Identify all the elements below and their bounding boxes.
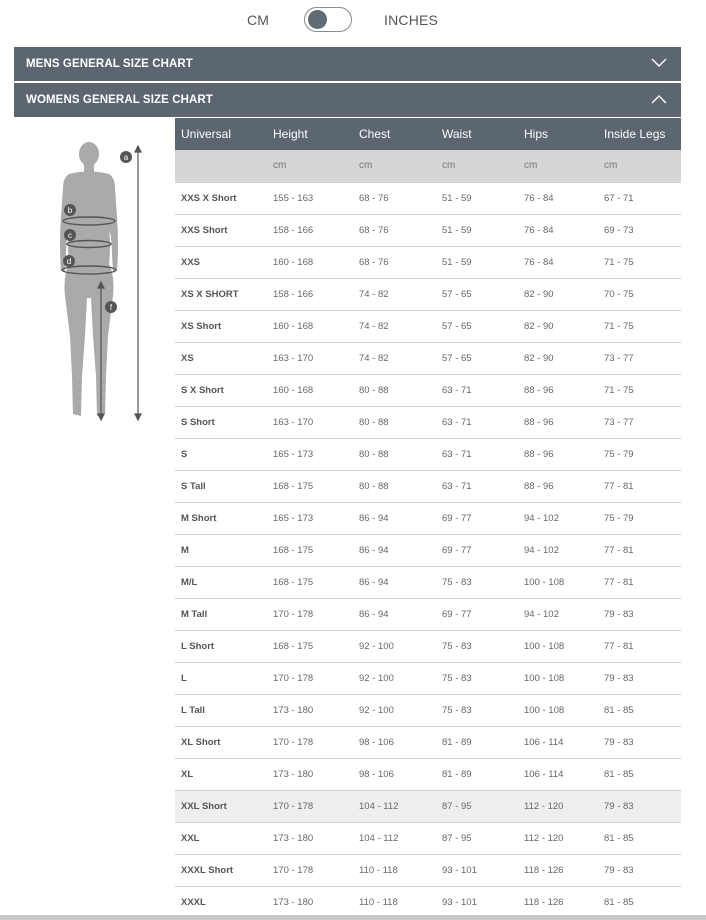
- measurement-cell: 106 - 114: [518, 726, 598, 758]
- measurement-cell: 71 - 75: [598, 310, 681, 342]
- measurement-cell: 80 - 88: [353, 438, 436, 470]
- measurement-cell: 79 - 83: [598, 598, 681, 630]
- measurement-cell: 69 - 77: [436, 598, 518, 630]
- measurement-cell: 110 - 118: [353, 886, 436, 918]
- measurement-cell: 71 - 75: [598, 374, 681, 406]
- measurement-cell: 82 - 90: [518, 278, 598, 310]
- measurement-cell: 73 - 77: [598, 406, 681, 438]
- measurement-cell: 173 - 180: [267, 886, 353, 918]
- measurement-cell: 63 - 71: [436, 374, 518, 406]
- measurement-cell: 82 - 90: [518, 342, 598, 374]
- measurement-cell: 173 - 180: [267, 822, 353, 854]
- size-name-cell: XXS Short: [175, 214, 267, 246]
- svg-text:b: b: [67, 206, 73, 215]
- table-row: [175, 182, 681, 214]
- mens-size-chart-accordion[interactable]: [14, 47, 681, 81]
- measurement-cell: 80 - 88: [353, 374, 436, 406]
- measurement-cell: 77 - 81: [598, 470, 681, 502]
- womens-size-chart-accordion[interactable]: [14, 83, 681, 117]
- measurement-cell: 80 - 88: [353, 406, 436, 438]
- size-name-cell: M: [175, 534, 267, 566]
- unit-cell: cm: [353, 150, 436, 182]
- size-name-cell: XXXL Short: [175, 854, 267, 886]
- table-row: [175, 470, 681, 502]
- measurement-cell: 74 - 82: [353, 278, 436, 310]
- measurement-cell: 75 - 83: [436, 630, 518, 662]
- measurement-cell: 63 - 71: [436, 470, 518, 502]
- size-name-cell: XXS: [175, 246, 267, 278]
- measurement-cell: 86 - 94: [353, 566, 436, 598]
- measurement-cell: 74 - 82: [353, 342, 436, 374]
- size-name-cell: L Tall: [175, 694, 267, 726]
- table-header-row: [175, 118, 681, 150]
- measurement-cell: 100 - 108: [518, 630, 598, 662]
- header-hips: Hips: [518, 118, 598, 150]
- measurement-cell: 160 - 168: [267, 374, 353, 406]
- measurement-cell: 86 - 94: [353, 598, 436, 630]
- measurement-cell: 94 - 102: [518, 534, 598, 566]
- measurement-cell: 88 - 96: [518, 374, 598, 406]
- measurement-cell: 118 - 126: [518, 886, 598, 918]
- unit-cell: cm: [436, 150, 518, 182]
- table-row: [175, 854, 681, 886]
- measurement-cell: 88 - 96: [518, 470, 598, 502]
- header-height: Height: [267, 118, 353, 150]
- table-row: [175, 502, 681, 534]
- size-name-cell: XXS X Short: [175, 182, 267, 214]
- table-row: [175, 278, 681, 310]
- header-inside-legs: Inside Legs: [598, 118, 681, 150]
- measurement-cell: 68 - 76: [353, 182, 436, 214]
- size-name-cell: XS Short: [175, 310, 267, 342]
- accordion-title-mens: MENS GENERAL SIZE CHART: [26, 58, 193, 70]
- measurement-cell: 92 - 100: [353, 630, 436, 662]
- chevron-up-icon: [651, 94, 667, 104]
- size-name-cell: XXXL: [175, 886, 267, 918]
- table-row: [175, 406, 681, 438]
- measurement-cell: 94 - 102: [518, 502, 598, 534]
- svg-text:f: f: [109, 303, 113, 312]
- accordion-title-womens: WOMENS GENERAL SIZE CHART: [26, 94, 213, 106]
- measurement-cell: 168 - 175: [267, 566, 353, 598]
- measurement-cell: 75 - 83: [436, 566, 518, 598]
- measurement-cell: 87 - 95: [436, 790, 518, 822]
- measurement-cell: 76 - 84: [518, 246, 598, 278]
- measurement-cell: 110 - 118: [353, 854, 436, 886]
- measurement-cell: 168 - 175: [267, 470, 353, 502]
- measurement-cell: 76 - 84: [518, 214, 598, 246]
- table-row: [175, 246, 681, 278]
- measurement-cell: 87 - 95: [436, 822, 518, 854]
- measurement-cell: 68 - 76: [353, 214, 436, 246]
- measurement-cell: 160 - 168: [267, 246, 353, 278]
- size-name-cell: XXL: [175, 822, 267, 854]
- measurement-cell: 170 - 178: [267, 726, 353, 758]
- table-row: [175, 790, 681, 822]
- table-row: [175, 822, 681, 854]
- size-name-cell: S Tall: [175, 470, 267, 502]
- measurement-cell: 51 - 59: [436, 214, 518, 246]
- measurement-cell: 69 - 73: [598, 214, 681, 246]
- measurement-cell: 158 - 166: [267, 214, 353, 246]
- size-name-cell: XXL Short: [175, 790, 267, 822]
- measurement-cell: 100 - 108: [518, 662, 598, 694]
- table-row: [175, 534, 681, 566]
- measurement-cell: 93 - 101: [436, 854, 518, 886]
- header-waist: Waist: [436, 118, 518, 150]
- size-name-cell: M Short: [175, 502, 267, 534]
- size-name-cell: XS X SHORT: [175, 278, 267, 310]
- table-row: [175, 598, 681, 630]
- measurement-cell: 88 - 96: [518, 438, 598, 470]
- svg-text:a: a: [123, 153, 129, 162]
- table-row: [175, 566, 681, 598]
- table-row: [175, 438, 681, 470]
- measurement-cell: 81 - 89: [436, 726, 518, 758]
- measurement-cell: 57 - 65: [436, 342, 518, 374]
- measurement-cell: 73 - 77: [598, 342, 681, 374]
- measurement-cell: 106 - 114: [518, 758, 598, 790]
- measurement-cell: 81 - 85: [598, 822, 681, 854]
- measurement-cell: 163 - 170: [267, 342, 353, 374]
- measurement-cell: 86 - 94: [353, 502, 436, 534]
- measurement-cell: 69 - 77: [436, 502, 518, 534]
- measurement-cell: 81 - 85: [598, 758, 681, 790]
- size-name-cell: S: [175, 438, 267, 470]
- size-name-cell: XL: [175, 758, 267, 790]
- measurement-cell: 57 - 65: [436, 310, 518, 342]
- measurement-cell: 51 - 59: [436, 246, 518, 278]
- measurement-cell: 77 - 81: [598, 534, 681, 566]
- table-row: [175, 694, 681, 726]
- measurement-cell: 76 - 84: [518, 182, 598, 214]
- unit-toggle-switch[interactable]: [304, 7, 352, 32]
- measurement-cell: 93 - 101: [436, 886, 518, 918]
- measurement-cell: 71 - 75: [598, 246, 681, 278]
- measurement-cell: 86 - 94: [353, 534, 436, 566]
- measurement-cell: 163 - 170: [267, 406, 353, 438]
- measurement-cell: 98 - 106: [353, 726, 436, 758]
- measurement-cell: 173 - 180: [267, 758, 353, 790]
- header-chest: Chest: [353, 118, 436, 150]
- size-name-cell: L: [175, 662, 267, 694]
- measurement-cell: 100 - 108: [518, 694, 598, 726]
- header-universal: Universal: [175, 118, 267, 150]
- unit-cell: [175, 150, 267, 182]
- measurement-cell: 79 - 83: [598, 790, 681, 822]
- measurement-cell: 67 - 71: [598, 182, 681, 214]
- size-name-cell: XL Short: [175, 726, 267, 758]
- table-row: [175, 310, 681, 342]
- measurement-cell: 77 - 81: [598, 566, 681, 598]
- measurement-cell: 104 - 112: [353, 790, 436, 822]
- table-row: [175, 758, 681, 790]
- measurement-cell: 173 - 180: [267, 694, 353, 726]
- measurement-cell: 92 - 100: [353, 694, 436, 726]
- measurement-cell: 100 - 108: [518, 566, 598, 598]
- table-row: [175, 630, 681, 662]
- measurement-cell: 63 - 71: [436, 438, 518, 470]
- table-row: [175, 726, 681, 758]
- measurement-cell: 81 - 85: [598, 694, 681, 726]
- table-row: [175, 662, 681, 694]
- measurement-cell: 112 - 120: [518, 790, 598, 822]
- measurement-cell: 75 - 83: [436, 662, 518, 694]
- measurement-cell: 51 - 59: [436, 182, 518, 214]
- measurement-cell: 75 - 83: [436, 694, 518, 726]
- measurement-cell: 158 - 166: [267, 278, 353, 310]
- measurement-cell: 165 - 173: [267, 438, 353, 470]
- measurement-cell: 80 - 88: [353, 470, 436, 502]
- measurement-cell: 104 - 112: [353, 822, 436, 854]
- measurement-cell: 81 - 89: [436, 758, 518, 790]
- units-row: [175, 150, 681, 182]
- measurement-cell: 81 - 85: [598, 886, 681, 918]
- toggle-knob: [308, 10, 327, 29]
- female-silhouette: [60, 142, 118, 416]
- measurement-cell: 170 - 178: [267, 662, 353, 694]
- unit-cell: cm: [518, 150, 598, 182]
- svg-text:d: d: [66, 257, 72, 266]
- measurement-cell: 170 - 178: [267, 854, 353, 886]
- measurement-cell: 77 - 81: [598, 630, 681, 662]
- measurement-cell: 82 - 90: [518, 310, 598, 342]
- measurement-cell: 98 - 106: [353, 758, 436, 790]
- measurement-cell: 170 - 178: [267, 598, 353, 630]
- measurement-cell: 165 - 173: [267, 502, 353, 534]
- table-row: [175, 886, 681, 918]
- measurement-cell: 75 - 79: [598, 502, 681, 534]
- size-name-cell: M Tall: [175, 598, 267, 630]
- measurement-cell: 75 - 79: [598, 438, 681, 470]
- bottom-divider: [0, 915, 706, 920]
- size-name-cell: S Short: [175, 406, 267, 438]
- measurement-cell: 168 - 175: [267, 534, 353, 566]
- inches-label[interactable]: INCHES: [384, 12, 439, 28]
- measurement-cell: 79 - 83: [598, 726, 681, 758]
- unit-cell: cm: [267, 150, 353, 182]
- measurement-cell: 69 - 77: [436, 534, 518, 566]
- womens-size-table: [175, 118, 681, 919]
- body-measurement-figure: [45, 136, 160, 426]
- svg-text:c: c: [68, 231, 72, 240]
- size-name-cell: S X Short: [175, 374, 267, 406]
- table-row: [175, 214, 681, 246]
- measurement-cell: 74 - 82: [353, 310, 436, 342]
- measurement-cell: 79 - 83: [598, 662, 681, 694]
- measurement-cell: 168 - 175: [267, 630, 353, 662]
- table-row: [175, 374, 681, 406]
- measurement-cell: 57 - 65: [436, 278, 518, 310]
- measurement-cell: 63 - 71: [436, 406, 518, 438]
- chevron-down-icon: [651, 58, 667, 68]
- measurement-cell: 94 - 102: [518, 598, 598, 630]
- measurement-cell: 92 - 100: [353, 662, 436, 694]
- table-row: [175, 342, 681, 374]
- measurement-cell: 112 - 120: [518, 822, 598, 854]
- size-name-cell: XS: [175, 342, 267, 374]
- measurement-cell: 70 - 75: [598, 278, 681, 310]
- size-name-cell: M/L: [175, 566, 267, 598]
- measurement-cell: 88 - 96: [518, 406, 598, 438]
- measurement-cell: 118 - 126: [518, 854, 598, 886]
- measurement-cell: 79 - 83: [598, 854, 681, 886]
- unit-cell: cm: [598, 150, 681, 182]
- measurement-cell: 155 - 163: [267, 182, 353, 214]
- size-name-cell: L Short: [175, 630, 267, 662]
- measurement-cell: 170 - 178: [267, 790, 353, 822]
- unit-toggle-bar: [0, 0, 706, 42]
- cm-label[interactable]: CM: [247, 12, 270, 28]
- measurement-cell: 160 - 168: [267, 310, 353, 342]
- measurement-cell: 68 - 76: [353, 246, 436, 278]
